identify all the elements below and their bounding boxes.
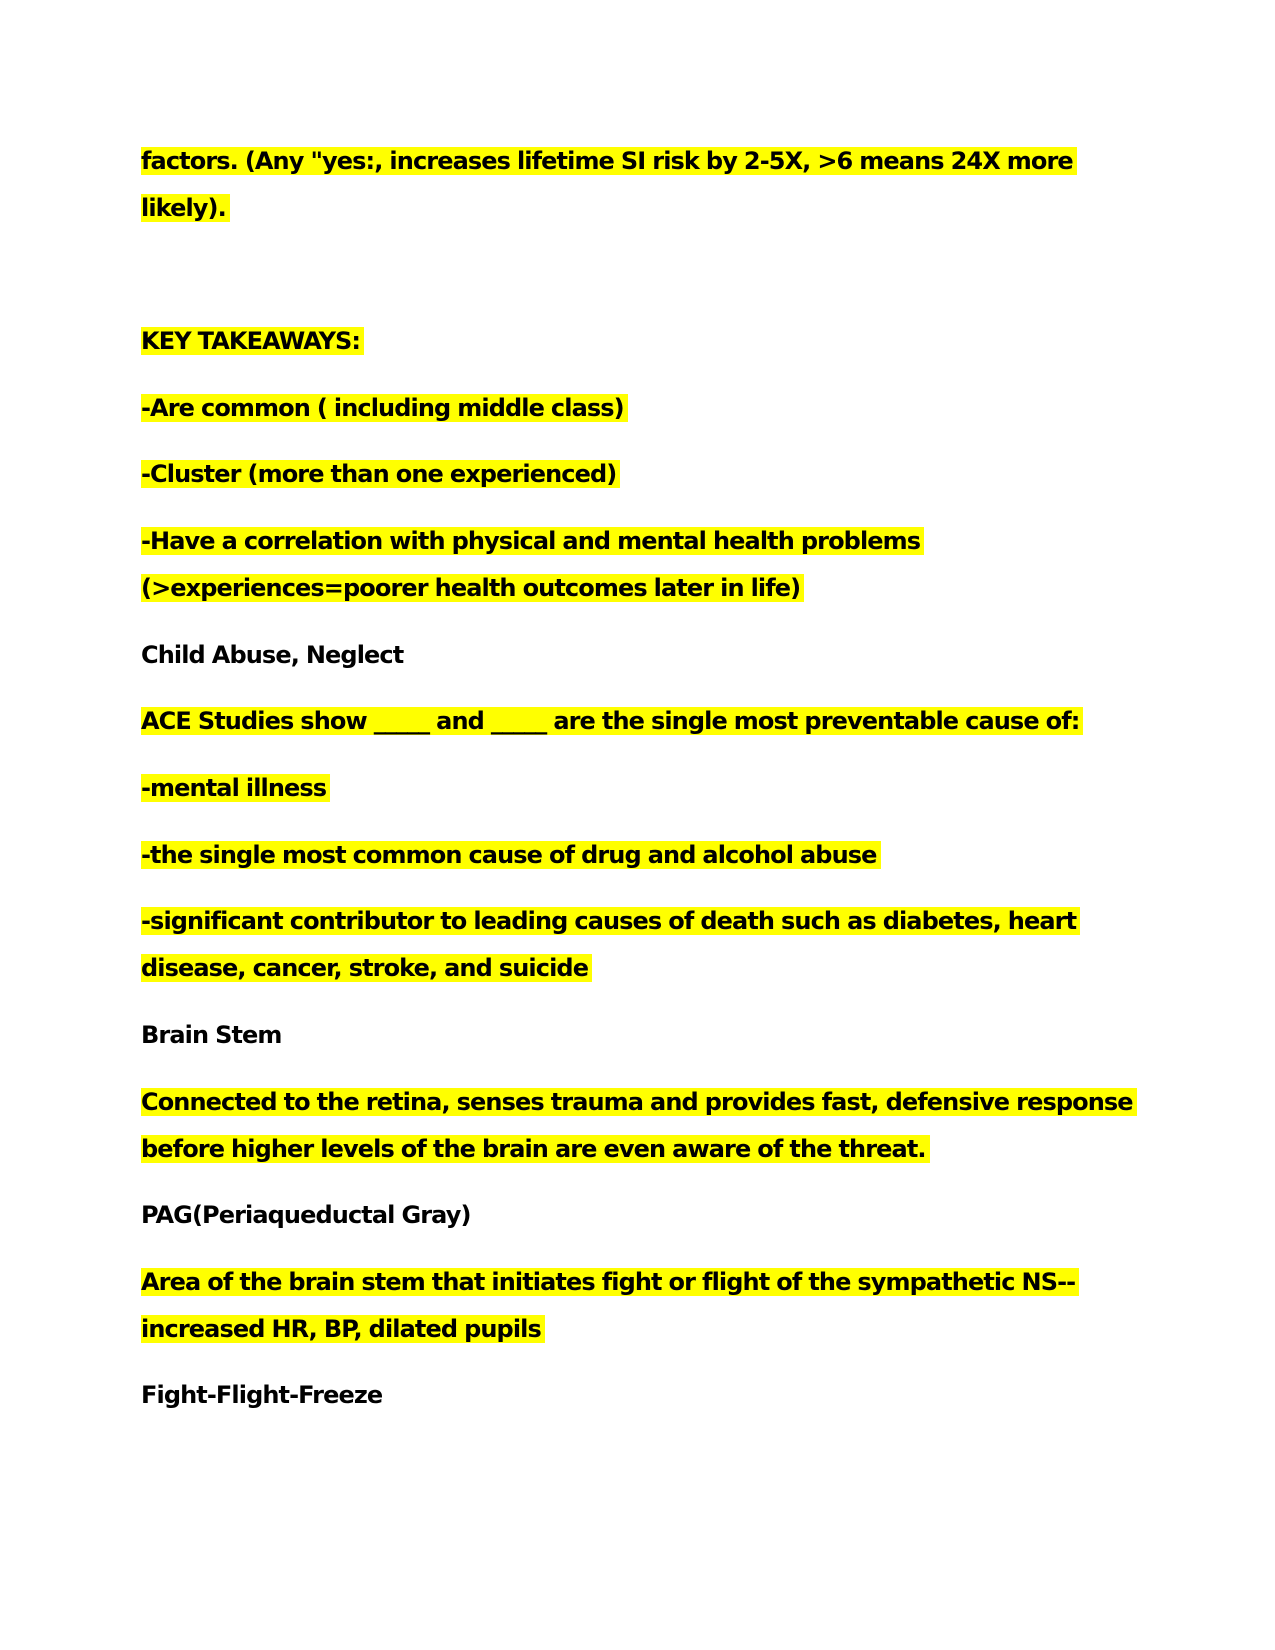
highlighted-text: Connected to the retina, senses trauma and provides fast, defensive response <box>141 1088 1137 1116</box>
highlighted-text: ACE Studies show _____ and _____ are the single most preventable cause of: <box>141 707 1083 735</box>
highlighted-text: -the single most common cause of drug and alcohol abuse <box>141 841 881 869</box>
highlighted-text: -mental illness <box>141 774 330 802</box>
brain-stem-definition-line-2 <box>141 1129 930 1170</box>
term-pag <box>141 1195 471 1236</box>
highlighted-text: factors. (Any "yes:, increases lifetime SI risk by 2-5X, >6 means 24X more <box>141 147 1077 175</box>
key-takeaways-heading <box>141 321 364 362</box>
pag-definition-line-2 <box>141 1309 545 1350</box>
highlighted-text: disease, cancer, stroke, and suicide <box>141 954 592 982</box>
term-text: Child Abuse, Neglect <box>141 641 404 669</box>
cause-mental-illness <box>141 768 330 809</box>
term-brain-stem <box>141 1015 282 1056</box>
pag-definition-line-1 <box>141 1262 1079 1303</box>
brain-stem-definition-line-1 <box>141 1082 1137 1123</box>
takeaway-common <box>141 388 628 429</box>
ace-studies <box>141 701 1083 742</box>
cause-leading-death-line-2 <box>141 948 592 989</box>
highlighted-text: -significant contributor to leading causes of death such as diabetes, heart <box>141 907 1080 935</box>
highlighted-text: -Are common ( including middle class) <box>141 394 628 422</box>
highlighted-text: KEY TAKEAWAYS: <box>141 327 364 355</box>
paragraph-si-risk-line-1 <box>141 141 1077 182</box>
highlighted-text: increased HR, BP, dilated pupils <box>141 1315 545 1343</box>
highlighted-text: likely). <box>141 194 230 222</box>
cause-drug-alcohol <box>141 835 881 876</box>
takeaway-correlation-line-2 <box>141 568 804 609</box>
takeaway-correlation-line-1 <box>141 521 924 562</box>
cause-leading-death-line-1 <box>141 901 1080 942</box>
takeaway-cluster <box>141 454 620 495</box>
term-text: Fight-Flight-Freeze <box>141 1381 383 1409</box>
term-text: Brain Stem <box>141 1021 282 1049</box>
highlighted-text: before higher levels of the brain are even aware of the threat. <box>141 1135 930 1163</box>
term-child-abuse <box>141 635 403 676</box>
highlighted-text: Area of the brain stem that initiates fight or flight of the sympathetic NS-- <box>141 1268 1079 1296</box>
paragraph-si-risk-line-2 <box>141 188 230 229</box>
highlighted-text: -Have a correlation with physical and mental health problems <box>141 527 924 555</box>
term-text: PAG(Periaqueductal Gray) <box>141 1201 471 1229</box>
highlighted-text: -Cluster (more than one experienced) <box>141 460 620 488</box>
term-fight-flight-freeze <box>141 1375 382 1416</box>
highlighted-text: (>experiences=poorer health outcomes later in life) <box>141 574 804 602</box>
